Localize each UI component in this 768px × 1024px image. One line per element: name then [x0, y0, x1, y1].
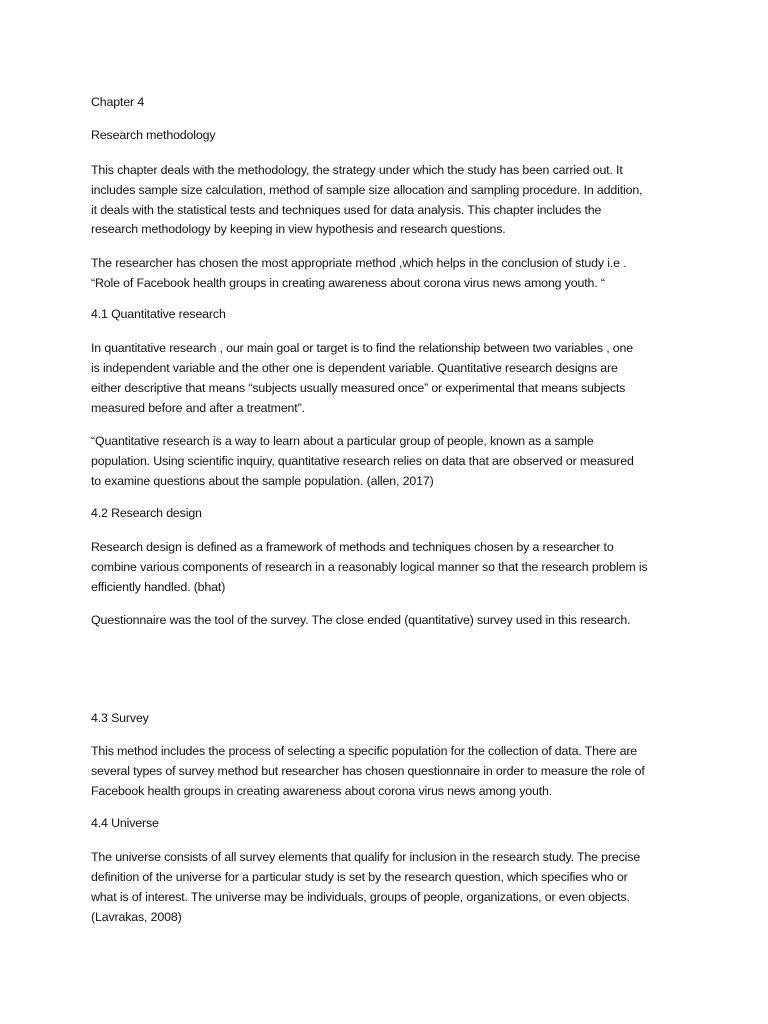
intro-line: research methodology by keeping in view hypothesis and research questions. [91, 222, 506, 236]
quantitative-paragraph-line: either descriptive that means “subjects usually measured once” or experimental that means subjects [91, 381, 626, 395]
intro-line: This chapter deals with the methodology, the strategy under which the study has been carried out. It [91, 163, 623, 177]
universe-paragraph-line: definition of the universe for a particular study is set by the research question, which specifies who or [91, 870, 628, 884]
research-design-line: efficiently handled. (bhat) [91, 580, 226, 594]
method-choice-line: “Role of Facebook health groups in creating awareness about corona virus news among youth. “ [91, 276, 605, 290]
research-design-line: combine various components of research in a reasonably logical manner so that the research problem is [91, 560, 648, 574]
quantitative-paragraph-line: measured before and after a treatment”. [91, 401, 305, 415]
section-heading: Research methodology [91, 128, 216, 142]
universe-paragraph-line: what is of interest. The universe may be individuals, groups of people, organizations, or even objects. [91, 890, 630, 904]
universe-heading: 4.4 Universe [91, 816, 159, 830]
survey-paragraph-line: Facebook health groups in creating awareness about corona virus news among youth. [91, 784, 553, 798]
intro-line: it deals with the statistical tests and techniques used for data analysis. This chapter includes the [91, 203, 602, 217]
chapter-heading: Chapter 4 [91, 95, 145, 109]
universe-paragraph-line: The universe consists of all survey elements that qualify for inclusion in the research study. The precise [91, 850, 641, 864]
intro-line: includes sample size calculation, method of sample size allocation and sampling procedure. In addition, [91, 183, 643, 197]
quantitative-paragraph-line: In quantitative research , our main goal or target is to find the relationship between two variables , one [91, 341, 634, 355]
research-design-heading: 4.2 Research design [91, 506, 202, 520]
survey-paragraph-line: several types of survey method but researcher has chosen questionnaire in order to measure the role of [91, 764, 645, 778]
quantitative-paragraph-line: is independent variable and the other one is dependent variable. Quantitative research designs are [91, 361, 618, 375]
survey-paragraph-line: This method includes the process of selecting a specific population for the collection of data. There are [91, 744, 638, 758]
universe-paragraph-line: (Lavrakas, 2008) [91, 910, 182, 924]
research-design-line: Research design is defined as a framework of methods and techniques chosen by a researcher to [91, 540, 614, 554]
quantitative-quote-line: to examine questions about the sample population. (allen, 2017) [91, 474, 434, 488]
quantitative-quote-line: “Quantitative research is a way to learn about a particular group of people, known as a sample [91, 434, 594, 448]
quantitative-quote-line: population. Using scientific inquiry, quantitative research relies on data that are observed or measured [91, 454, 634, 468]
questionnaire-line: Questionnaire was the tool of the survey. The close ended (quantitative) survey used in this research. [91, 613, 631, 627]
method-choice-line: The researcher has chosen the most appropriate method ,which helps in the conclusion of study i.e . [91, 256, 627, 270]
quantitative-research-heading: 4.1 Quantitative research [91, 307, 226, 321]
survey-heading: 4.3 Survey [91, 711, 149, 725]
